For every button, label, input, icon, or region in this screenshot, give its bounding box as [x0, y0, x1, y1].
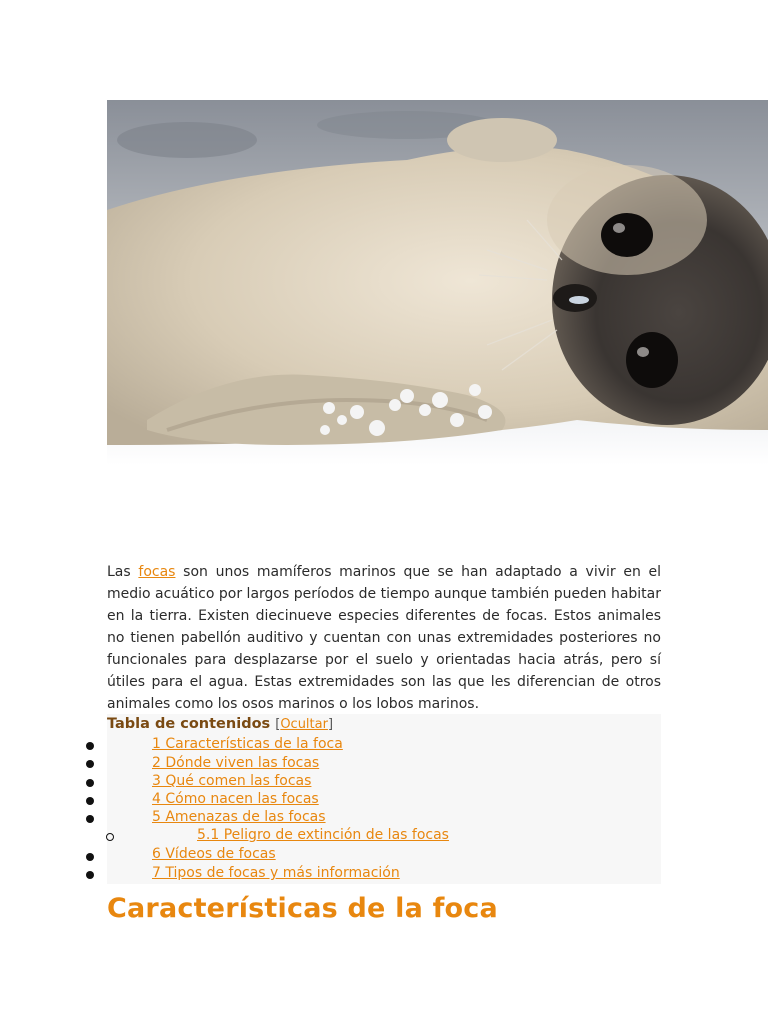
focas-link[interactable]: focas	[138, 564, 176, 580]
list-bullet	[86, 853, 94, 861]
toc-item-donde-viven[interactable]: 2 Dónde viven las focas	[152, 755, 320, 771]
list-bullet	[86, 742, 94, 750]
list-bullet	[86, 760, 94, 768]
toc-bracket-open: [	[275, 717, 281, 732]
list-bullet	[86, 797, 94, 805]
list-bullet	[86, 815, 94, 823]
intro-paragraph	[107, 561, 661, 715]
toc-title	[107, 716, 333, 732]
toc-title-text: Tabla de contenidos	[107, 716, 271, 732]
toc-toggle	[275, 717, 333, 732]
toc-item-como-nacen[interactable]: 4 Cómo nacen las focas	[152, 791, 319, 807]
toc-bracket-close: ]	[327, 717, 334, 732]
toc-item-tipos[interactable]: 7 Tipos de focas y más información	[152, 865, 400, 881]
toc-item-videos[interactable]: 6 Vídeos de focas	[152, 846, 276, 862]
toc-item-que-comen[interactable]: 3 Qué comen las focas	[152, 773, 312, 789]
intro-lead: Las	[107, 564, 131, 580]
list-bullet	[86, 779, 94, 787]
list-bullet	[86, 871, 94, 879]
toc-item-amenazas[interactable]: 5 Amenazas de las focas	[152, 809, 326, 825]
seal-photo	[107, 100, 768, 465]
section-heading: Características de la foca	[107, 893, 498, 924]
intro-text: son unos mamíferos marinos que se han adaptado a vivir en el medio acuático por largos períodos de tiempo aunque también pueden habitar en la tierra. Existen diecinueve especies diferentes de focas. Estos animales no tienen pabellón auditivo y cuentan con unas extremidades posteriores no funcionales para desplazarse por el suelo y orientadas hacia atrás, pero sí útiles para el agua. Estas extremidades son las que les diferencian de otros animales como los osos marinos o los lobos marinos.	[107, 564, 662, 712]
list-bullet-hollow	[106, 833, 114, 841]
toc-item-caracteristicas[interactable]: 1 Características de la foca	[152, 736, 343, 752]
toc-item-peligro-extincion[interactable]: 5.1 Peligro de extinción de las focas	[197, 827, 449, 843]
toc-hide-link[interactable]: Ocultar	[280, 717, 328, 732]
